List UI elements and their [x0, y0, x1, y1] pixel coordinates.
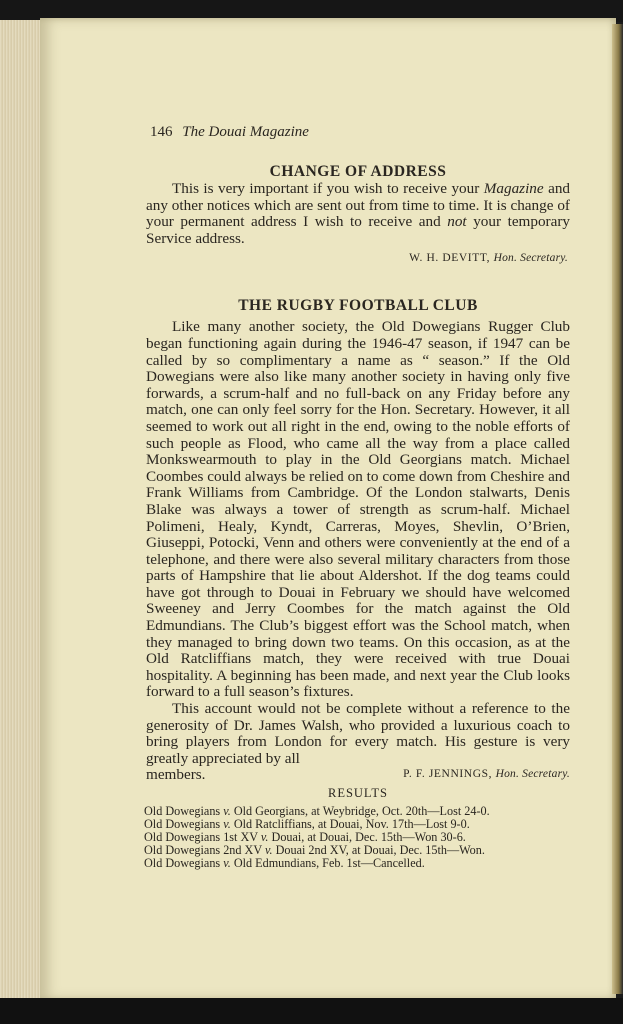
rugby-club-closing-line	[146, 767, 570, 784]
text-run: Old Georgians, at Weybridge, Oct. 20th—Lost 24-0.	[230, 804, 490, 818]
change-of-address-signature	[146, 251, 568, 265]
rugby-club-paragraph-1: Like many another society, the Old Dowegians Rugger Club began functioning again during the 1946-47 season, if 1947 can be called by so complimentary a name as “ season.” If the Old Dowegians were also like many another society in having only five forwards, a scrum-half and no full-back on any Friday before any match, one can only feel sorry for the Hon. Secretary. However, it all seemed to work out all right in the end, owing to the noble efforts of such people as Flood, who came all the way from a place called Monkswearmouth to play in the Old Georgians match. Michael Coombes could always be relied on to come down from Cheshire and Frank Williams from Cambridge. Of the London stalwarts, Denis Blake was always a tower of strength as scrum-half. Michael Polimeni, Healy, Kyndt, Carreras, Moyes, Shevlin, O’Brien, Giuseppi, Potocki, Venn and others were conveniently at the end of a telephone, and there were also several military characters from those parts of Hampshire that lie about Aldershot. If the dog teams could have got through to Douai in February we should have welcomed Sweeney and Jerry Coombes for the match against the Old Edmundians. The Club’s biggest effort was the School match, when they managed to bring down two teams. On this occasion, as at the Old Ratcliffians match, they were received with true Douai hospitality. A beginning has been made, and next year the Club looks forward to a full season’s fixtures.	[146, 318, 570, 701]
book-spine-edge	[612, 24, 623, 994]
change-of-address-section	[146, 163, 570, 265]
page-content	[146, 124, 570, 870]
italic-text: Magazine	[483, 180, 544, 197]
signature-title: Hon. Secretary.	[493, 252, 568, 265]
signature-name: P. F. JENNINGS,	[403, 768, 493, 781]
text-run: Old Dowegians 1st XV	[144, 830, 261, 844]
italic-text: v.	[260, 830, 269, 844]
paragraph-last-word: members.	[146, 766, 206, 784]
italic-text: v.	[223, 856, 231, 870]
text-run: Douai, at Douai, Dec. 15th—Won 30-6.	[268, 830, 466, 844]
rugby-club-signature	[403, 767, 570, 784]
text-run: Old Ratcliffians, at Douai, Nov. 17th—Lost 9-0.	[230, 817, 470, 831]
page-number: 146	[150, 124, 173, 140]
text-run: Old Edmundians, Feb. 1st—Cancelled.	[230, 856, 425, 870]
text-run: and any other notices which are sent out from time to time. It is change of your permanent address I wish to receive and	[146, 180, 571, 231]
results-list	[146, 805, 570, 870]
change-of-address-heading: CHANGE OF ADDRESS	[269, 163, 447, 180]
text-run: Douai 2nd XV, at Douai, Dec. 15th—Won.	[272, 843, 485, 857]
signature-name: W. H. DEVITT,	[409, 252, 491, 265]
text-run: This is very important if you wish to receive your	[172, 180, 484, 197]
rugby-club-paragraph-2: This account would not be complete without a reference to the generosity of Dr. James Walsh, who provided a luxurious coach to bring players from London for every match. His gesture is very greatly appreciated by all	[146, 700, 570, 767]
result-row	[144, 857, 570, 870]
text-run: Old Dowegians 2nd XV	[144, 843, 265, 857]
italic-text: v.	[223, 804, 231, 818]
text-run: Old Dowegians	[144, 817, 224, 831]
magazine-title: The Douai Magazine	[182, 124, 309, 140]
signature-title: Hon. Secretary.	[495, 768, 570, 781]
text-run: your temporary Service address.	[146, 213, 571, 247]
running-head	[150, 124, 570, 141]
page-stack-edges	[0, 20, 44, 1000]
rugby-club-heading: THE RUGBY FOOTBALL CLUB	[238, 297, 478, 315]
italic-text: v.	[223, 817, 231, 831]
change-of-address-text	[146, 181, 570, 247]
italic-text: v.	[264, 843, 273, 857]
text-run: Old Dowegians	[144, 856, 224, 870]
results-heading: RESULTS	[327, 786, 389, 800]
book-bottom-shadow	[0, 998, 623, 1024]
rugby-club-section	[146, 297, 570, 870]
text-run: Old Dowegians	[144, 804, 224, 818]
italic-text: not	[447, 213, 467, 231]
